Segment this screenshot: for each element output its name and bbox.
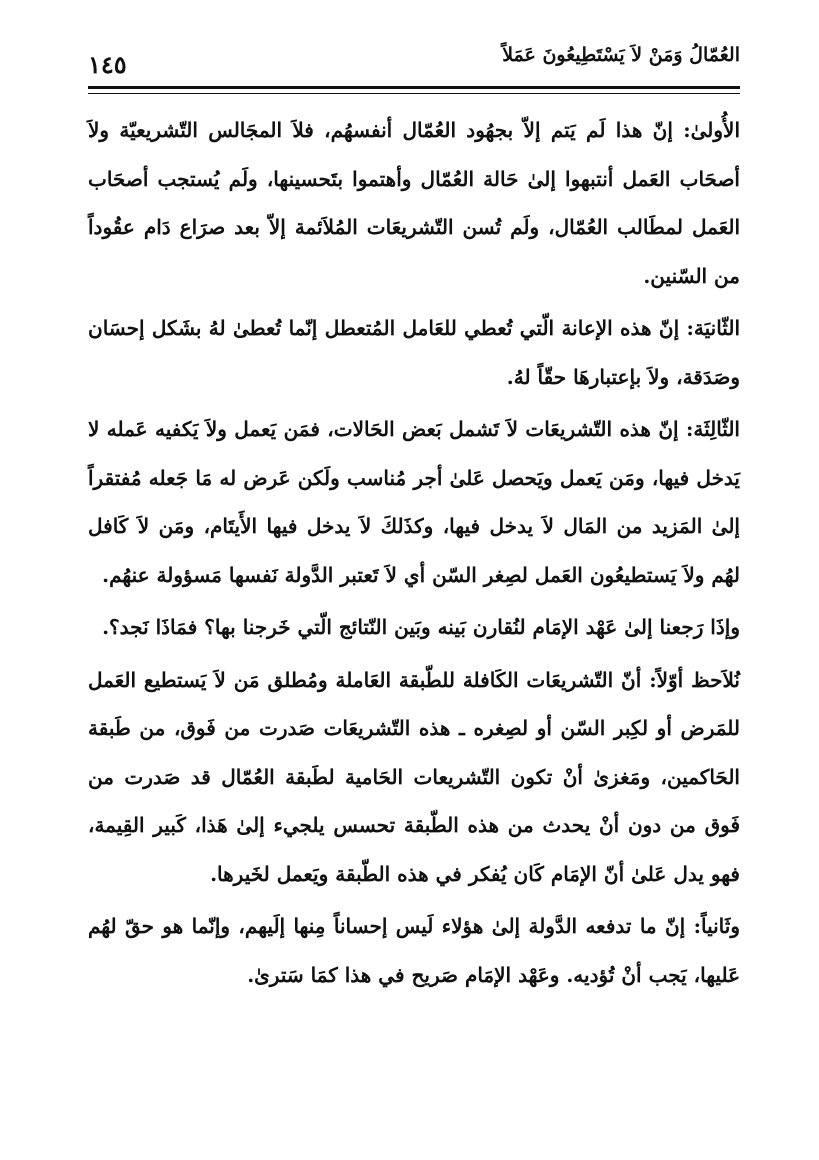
- paragraph-firstly: [88, 656, 740, 899]
- paragraph-third: [88, 405, 740, 599]
- paragraph-text: : أنّ التّشريعَات الكَافلة للطّبقة العَاملة ومُطلق مَن لاَ يَستطيع العَمل للمَرض أو لكِبر السّن أو لصِغره ـ هذه التّشريعَات صَدرت من فَوق، من طَبقة الحَاكمين، ومَغزىٰ أنْ تكون التّشريعات الحَامية لطَبقة العُمّال قد صَدرت من فَوق من دون أنْ يحدث من هذه الطّبقة تحسس يلجيء إلىٰ هَذا، كَبير القِيمة، فهو يدل عَلىٰ أنّ الإمَام كَان يُفكر في هذه الطّبقة ويَعمل لخَيرها.: [88, 667, 740, 886]
- paragraph-lead: الثّانيَة: [693, 316, 740, 340]
- paragraph-question: [88, 603, 740, 652]
- paragraph-lead: الثّالِثَة: [693, 417, 740, 441]
- running-title: العُمّالُ وَمَنْ لاَ يَسْتَطِيعُونَ عَمَلاً: [502, 44, 740, 66]
- header-rule-thin: [88, 93, 740, 94]
- page-number: ١٤٥: [88, 50, 127, 79]
- paragraph-second: [88, 304, 740, 401]
- paragraph-lead: نُلاَحظ أوّلاً: [656, 667, 740, 692]
- paragraph-text: : إنّ هذا لَم يَتم إلاّ بجهُود العُمّال أنفسهُم، فلاَ المجَالس التّشريعيّة ولاَ أصحَاب العَمل أنتبهوا إلىٰ حَالة العُمّال وأهتموا بتَحسينها، ولَم يُستجب أصحَاب العَمل لمطَالب العُمّال، ولَم تُسن التّشريعَات المُلاَئمة إلاّ بعد صرَاع دَام عقُوداً من السّنين.: [88, 118, 740, 288]
- header-rule-thick: [88, 86, 740, 89]
- paragraph-secondly: [88, 902, 740, 999]
- paragraph-lead: الأُولىٰ: [690, 118, 740, 142]
- paragraph-first: [88, 106, 740, 300]
- page-header: [88, 36, 740, 84]
- paragraph-text: : إنّ ما تدفعه الدَّولة إلىٰ هؤلاء لَيس إحساناً مِنها إلَيهم، وإنّما هو حقّ لهُم عَليها، يَجب أنْ تُؤديه. وعَهْد الإمَام صَريح في هذا كمَا سَترىٰ.: [88, 914, 740, 987]
- paragraph-text: وإذَا رَجعنا إلىٰ عَهْد الإمَام لنُقارن بَينه وبَين النّتائج الّتي خَرجنا بها؟ فمَاذَا نَجد؟.: [102, 615, 740, 639]
- paragraph-text: : إنّ هذه الإعانة الّتي تُعطي للعَامل المُتعطل إنّما تُعطىٰ لهُ بشَكل إحسَان وصَدَقة، ولاَ بإعتبارهَا حقّاً لهُ.: [88, 316, 740, 389]
- paragraph-text: : إنّ هذه التّشريعَات لاَ تَشمل بَعض الحَالات، فمَن يَعمل ولاَ يَكفيه عَمله لا يَدخل فيها، ومَن يَعمل ويَحصل عَلىٰ أجر مُناسب ولَكن عَرض له مَا جَعله مُفتقراً إلىٰ المَزيد من المَال لاَ يدخل فيها، وكذَلكَ لاَ يدخل فيها الأَيتَام، ومَن لاَ كَافل لهُم ولاَ يَستطيعُون العَمل لصِغر السّن أي لاَ تَعتبر الدَّولة نَفسها مَسؤولة عنهُم.: [88, 417, 740, 587]
- paragraph-lead: وثَانياً: [700, 914, 740, 938]
- body-text: [88, 106, 740, 1003]
